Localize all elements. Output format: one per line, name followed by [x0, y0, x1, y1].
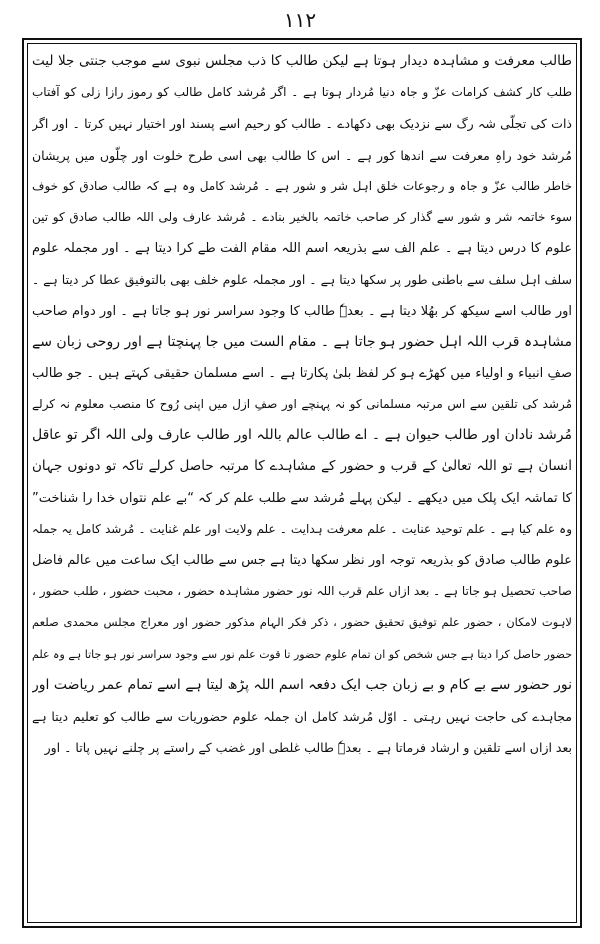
- body-text: [32, 46, 572, 922]
- text-line-18: صاحب تحصیل ہو جاتا ہے ۔ بعد ازاں علم قرب اللہ نور حضور مشاہدہ حضور ، محبت حضور ، طلب حضور ،: [32, 584, 572, 599]
- text-line-17: علوم طالب صادق کو بذریعہ توجہ اور نظر سکھا دیتا ہے جس سے طالب ایک ساعت میں عالم فاضل: [32, 553, 572, 568]
- text-line-21: نور حضور سے بے کام و بے زبان جب ایک دفعہ اسم اللہ پڑھ لیتا ہے اسے تمام عمر ریاضت اور: [32, 676, 572, 693]
- text-line-12: مُرشد کی تلقین سے اس مرتبہ مسلمانی کو نہ پہنچے اور صفِ ازل میں اپنی رُوح کا منصب معلوم نہ کرلے: [32, 397, 572, 412]
- page-number: ۱۱۲: [283, 8, 317, 32]
- text-line-9: اور طالب اسے سیکھ کر بھُلا دیتا ہے ۔ بعدہٗ طالب کا وجود سراسر نور ہو جاتا ہے ۔ اور دوام صاحب: [32, 303, 572, 319]
- text-line-7: علوم کا درس دیتا ہے ۔ علم الف سے بذریعہ اسم اللہ مقام الفت طے کرا دیتا ہے ۔ اور مجملہ علوم: [32, 241, 572, 257]
- text-line-19: لاہوت لامکان ، حضور علم توفیق تحقیق حضور ، ذکر فکر الہام مذکور حضور اور معراج مجلس محمدی صلعم: [32, 615, 572, 630]
- text-line-2: طلب کار کشف کرامات عزّ و جاہ دنیا مُردار ہوتا ہے ۔ اگر مُرشد کامل طالب کو رموز رازا زلی کو آفتاب: [32, 85, 572, 100]
- text-line-1: طالب معرفت و مشاہدہ دیدار ہوتا ہے لیکن طالب کا ذب مجلس نبوی سے موجب جنتی جلا لیت: [32, 53, 572, 69]
- text-line-4: مُرشد خود راہِ معرفت سے اندھا کور ہے ۔ اس کا طالب بھی اسی طرح خلوت اور چلّوں میں پریشان: [32, 147, 572, 163]
- text-line-23: بعد ازاں اسے تلقین و ارشاد فرماتا ہے ۔ بعدہٗ طالب غلطی اور غضب کے راستے پر چلنے نہیں پاتا ۔ اور: [44, 740, 572, 756]
- text-line-22: مجاہدے کی حاجت نہیں رہتی ۔ اوّل مُرشد کامل ان جملہ علوم حضوریات سے طالب کو تعلیم دیتا ہے: [32, 708, 572, 724]
- text-line-16: وہ علم کیا ہے ۔ علم توحید عنایت ۔ علم معرفت ہدایت ۔ علم ولایت اور علم غنایت ۔ مُرشد کامل یہ جملہ: [32, 521, 572, 536]
- text-line-14: انسان ہے تو اللہ تعالیٰ کے قرب و حضور کے مشاہدے کا مرتبہ حاصل کرلے تاکہ تو دونوں جہان: [32, 458, 572, 475]
- text-line-3: ذات کی تجلّی شہ رگ سے نزدیک بھی دکھادے ۔ طالب کو رحیم اسے پسند اور اختیار نہیں کرتا ۔ اور اگر: [32, 116, 572, 132]
- text-line-10: مشاہدہ قرب اللہ اہل حضور ہو جاتا ہے ۔ مقام الست میں جا پہنچتا ہے اور روحی زبان سے: [32, 333, 572, 350]
- text-line-15: کا تماشہ ایک پلک میں دیکھے ۔ لیکن پہلے مُرشد سے طلب علم کر کہ “بے علم نتواں خدا را شناخت”: [32, 490, 572, 506]
- text-line-13: مُرشد نادان اور طالب حیوان ہے ۔ اے طالب عالم باللہ اور طالب عارف ولی اللہ اگر تو عاقل: [32, 427, 572, 444]
- text-line-6: سوء خاتمہ شر و شور سے گذار کر صاحب خاتمہ بالخیر بنادے ۔ مُرشد عارف ولی اللہ طالب صادق کو تین: [32, 209, 572, 224]
- text-line-5: خاطر طالب عزّ و جاہ و رجوعات خلق اہل شر و شور ہے ۔ مُرشد کامل وہ ہے کہ طالب صادق کو خوف: [32, 178, 572, 193]
- text-line-11: صفِ انبیاء و اولیاء میں کھڑے ہو کر لفظ بلیٰ پکارتا ہے ۔ اسے مسلمان حقیقی کہتے ہیں ۔ جو طالب: [32, 365, 572, 381]
- text-line-20: حضور حاصل کرا دیتا ہے جس شخص کو ان تمام علوم حضور تا قوت علم نور سے وجود سراسر نور ہو جاتا ہے وہ علم: [32, 647, 572, 661]
- text-line-8: سلف اہل سلف سے باطنی طور پر سکھا دیتا ہے ۔ اور مجملہ علوم خلف بھی بالتوفیق عطا کر دیتا ہے ۔: [32, 272, 572, 288]
